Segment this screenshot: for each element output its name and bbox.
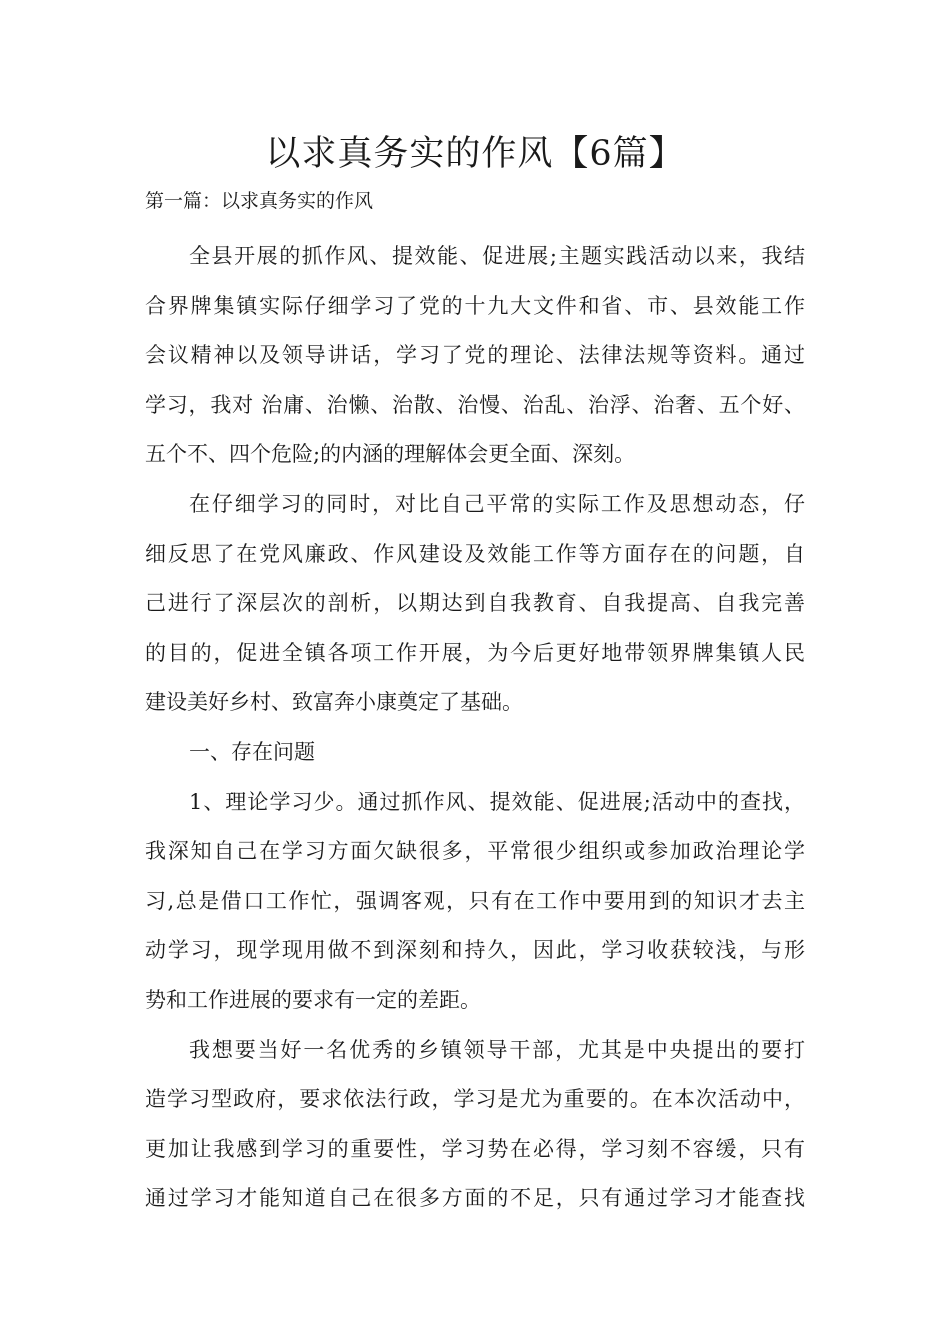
- text-line: 通过学习才能知道自己在很多方面的不足，只有通过学习才能查找: [145, 1186, 805, 1211]
- text-line: 造学习型政府，要求依法行政，学习是尤为重要的。在本次活动中，: [145, 1087, 805, 1112]
- text-line: 建设美好乡村、致富奔小康奠定了基础。: [145, 690, 523, 715]
- paragraph: [145, 778, 805, 1026]
- text-line: 会议精神以及领导讲话，学习了党的理论、法律法规等资料。通过: [145, 343, 805, 368]
- document-body: [145, 232, 805, 1224]
- paragraph: [145, 728, 805, 778]
- text-line: 我深知自己在学习方面欠缺很多，平常很少组织或参加政治理论学: [145, 839, 805, 864]
- paragraph: [145, 480, 805, 728]
- section-heading: 第一篇：以求真务实的作风: [145, 190, 374, 212]
- text-line: 五个不、四个危险;的内涵的理解体会更全面、深刻。: [145, 442, 636, 467]
- text-line: 动学习，现学现用做不到深刻和持久，因此，学习收获较浅，与形: [145, 938, 805, 963]
- text-line: 细反思了在党风廉政、作风建设及效能工作等方面存在的问题，自: [145, 541, 805, 566]
- text-line: 1、理论学习少。通过抓作风、提效能、促进展;活动中的查找，: [189, 789, 805, 814]
- text-line: 更加让我感到学习的重要性，学习势在必得，学习刻不容缓，只有: [145, 1136, 805, 1161]
- text-line: 习,总是借口工作忙，强调客观，只有在工作中要用到的知识才去主: [145, 888, 805, 913]
- paragraph: [145, 1026, 805, 1224]
- text-line: 己进行了深层次的剖析，以期达到自我教育、自我提高、自我完善: [145, 591, 805, 616]
- document-page: [145, 128, 805, 1224]
- text-line: 我想要当好一名优秀的乡镇领导干部，尤其是中央提出的要打: [189, 1037, 805, 1062]
- text-line: 学习，我对 治庸、治懒、治散、治慢、治乱、治浮、治奢、五个好、: [145, 392, 805, 417]
- text-line: 合界牌集镇实际仔细学习了党的十九大文件和省、市、县效能工作: [145, 293, 805, 318]
- text-line: 的目的，促进全镇各项工作开展，为今后更好地带领界牌集镇人民: [145, 640, 805, 665]
- text-line: 全县开展的抓作风、提效能、促进展;主题实践活动以来，我结: [189, 244, 805, 268]
- text-line: 一、存在问题: [189, 739, 315, 764]
- paragraph: [145, 232, 805, 480]
- text-line: 在仔细学习的同时，对比自己平常的实际工作及思想动态，仔: [189, 491, 805, 516]
- document-title: 以求真务实的作风【6篇】: [265, 134, 685, 174]
- text-line: 势和工作进展的要求有一定的差距。: [145, 987, 481, 1012]
